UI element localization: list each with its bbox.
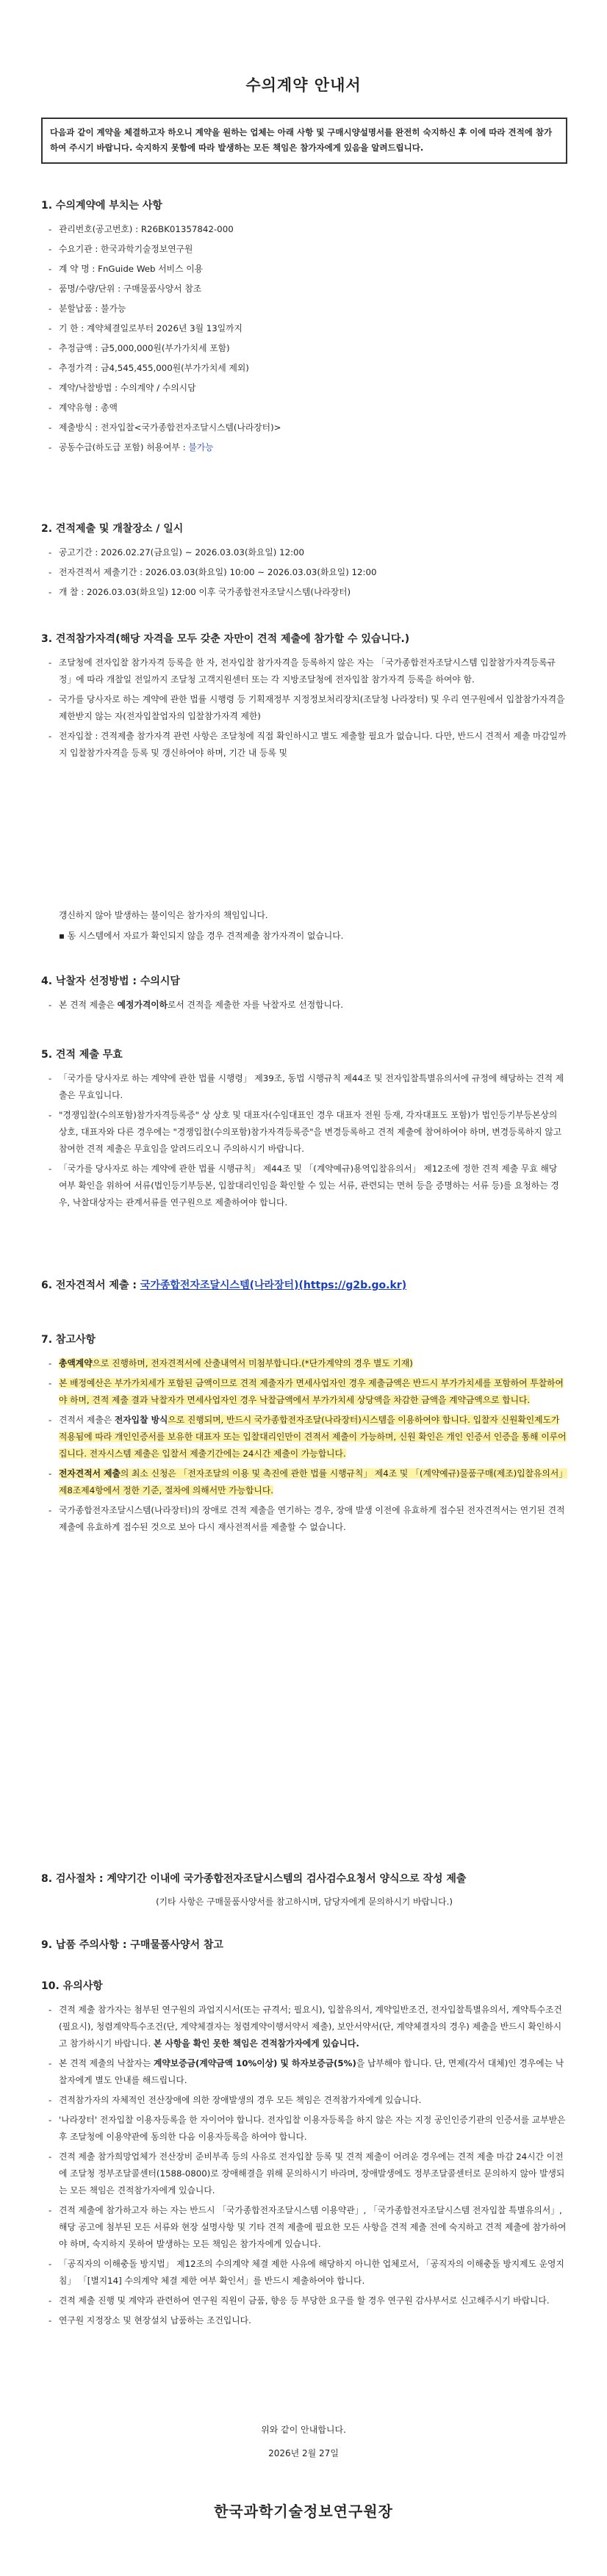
section-6-heading (41, 1277, 567, 1295)
section-3-note: ▪ 동 시스템에서 자료가 확인되지 않을 경우 견적제출 참가자격이 없습니다. (59, 931, 344, 941)
text-span: 6. 전자견적서 제출 : (41, 1280, 140, 1291)
list-item: - 수요기관 : 한국과학기술정보연구원 (49, 241, 567, 258)
text-span: 본 배정예산은 부가가치세가 포함된 금액이므로 견적 제출자가 면세사업자인 경우 제출금액은 반드시 부가가치세를 포함하여 투찰하여야 하며, 견적 제출 결과 낙찰자가 면세사업자인 경우 낙찰금액에서 부가가치세 상당액을 차감한 금액을 계약금액으로 합니다. (59, 1377, 564, 1405)
list-item: - 관리번호(공고번호) : R26BK01357842-000 (49, 221, 567, 238)
list-item: - 전자입찰 : 견적제출 참가자격 관련 사항은 조달청에 직접 확인하시고 별도 제출할 필요가 없습니다. 다만, 반드시 견적서 제출 마감일까지 입찰참가자격을 등록 및 갱신하여야 하며, 기간 내 등록 및 (49, 728, 567, 762)
text-span: 총액계약 (59, 1357, 93, 1368)
text-span: 본 견적 제출의 낙찰자는 (59, 2057, 154, 2068)
section-10-heading: 10. 유의사항 (41, 1980, 103, 1992)
list-item: - 국가를 당사자로 하는 계약에 관한 법률 시행령 등 기획재정부 지정정보처리장치(조달청 나라장터) 및 우리 연구원에서 입찰참가자격을 제한받지 않는 자(전자입찰업자의 입찰참가자격 제한) (49, 691, 567, 725)
list-item: - 견적 제출 진행 및 계약과 관련하여 연구원 직원이 금품, 향응 등 부당한 요구를 할 경우 연구원 감사부서로 신고해주시기 바랍니다. (49, 2292, 567, 2309)
notice-box: 다음과 같이 계약을 체결하고자 하오니 계약을 원하는 업체는 아래 사항 및 구매시양설명서를 완전히 숙지하신 후 이에 따라 견적에 참가하여 주시기 바랍니다. 숙지하지 못함에 따라 발생하는 모든 책임은 참가자에게 있음을 알려드립니다. (41, 118, 567, 164)
text-span: 전자입찰 방식 (114, 1414, 168, 1425)
section-7 (41, 1331, 567, 1539)
list-item: - 추정금액 : 금5,000,000원(부가가치세 포함) (49, 340, 567, 357)
list-item: - 견적 제출에 참가하고자 하는 자는 반드시 「국가종합전자조달시스템 이용약관」, 「국가종합전자조달시스템 전자입찰 특별유의서」, 해당 공고에 첨부된 모든 서류와 현장 설명사항 및 기타 견적 제출에 필요한 모든 사항을 견적 제출 전에 숙지하고 견적 제출에 참가하여야 하며, 숙지하지 못하여 발생하는 모든 책임은 참가자에게 있습니다. (49, 2202, 567, 2253)
section-10 (41, 1977, 567, 2332)
text-span: 견적 제출 참가자는 첨부된 연구원의 과업지시서(또는 규격서; 필요시), 입찰유의서, 계약일반조건, 전자입찰특별유의서, 계약특수조건(필요시), 청렴계약특수조건(단, 계약체결자는 청렴계약이행서약서 제출), 보안서약서(단, 계약체결자의 경우) 제출을 반드시 확인하시고 참가하시기 바랍니다. (59, 2004, 562, 2049)
list-item: - "경쟁입찰(수의포함)참가자격등록증" 상 상호 및 대표자(수임대표인 경우 대표자 전원 등재, 각자대표도 포함)가 법인등기부등본상의 상호, 대표자와 다른 경우에는 "경쟁입찰(수의포함)참가자격등록증"을 변경등록하고 견적 제출에 참여하여야 하며, 변경등록하지 않고 참여한 견적 제출은 무효임을 알려드리오니 주의하시기 바랍니다. (49, 1107, 567, 1158)
list-item: - 견적 제출 참가희망업체가 전산장비 준비부족 등의 사유로 전자입찰 등록 및 견적 제출이 어려운 경우에는 견적 제출 마감 24시간 이전에 조달청 정부조달콜센터(1588-0800)로 장애해결을 위해 문의하시기 바라며, 장애발생에도 정부조달콜센터로 문의하지 않아 발생되는 모든 책임은 견적참가자에게 있습니다. (49, 2149, 567, 2199)
list-item: - 견적참가자의 자체적인 전산장애에 의한 장애발생의 경우 모든 책임은 견적참가자에게 있습니다. (49, 2092, 567, 2109)
list-item: - 「국가를 당사자로 하는 계약에 관한 법률 시행령」 제39조, 동법 시행규칙 제44조 및 전자입찰특별유의서에 규정에 해당하는 견적 제출은 무효입니다. (49, 1070, 567, 1104)
section-5 (41, 1046, 567, 1214)
g2b-link[interactable]: 국가종합전자조달시스템(나라장터)(https://g2b.go.kr) (140, 1280, 407, 1291)
text-span: 계약보증금(계약금액 10%이상) 및 하자보증금(5%) (153, 2057, 356, 2068)
section-8-heading: 8. 검사절차 : 계약기간 이내에 국가종합전자조달시스템의 검사검수요청서 양식으로 작성 제출 (41, 1873, 467, 1885)
section-10-list (41, 2002, 567, 2329)
section-1-list (41, 221, 567, 456)
section-7-list (41, 1355, 567, 1536)
section-4-heading: 4. 낙찰자 선정방법 : 수의시담 (41, 975, 180, 987)
text-span: 본 사항을 확인 못한 책임은 견적참가자에게 있습니다. (153, 2038, 359, 2049)
section-6 (41, 1277, 567, 1301)
section-5-heading: 5. 견적 제출 무효 (41, 1049, 123, 1061)
text-span: 의 최소 신청은 「전자조달의 이용 및 촉진에 관한 법률 시행규칙」 제4조 및 「(계약예규)물품구매(제조)입찰유의서」 제8조제4항에서 정한 기준, 절차에 의해서만 가능합니다. (59, 1468, 568, 1496)
list-item: - 계 약 명 : FnGuide Web 서비스 이용 (49, 261, 567, 278)
list-item: - 품명/수량/단위 : 구매물품사양서 참조 (49, 281, 567, 297)
text-span: 으로 진행되며, 반드시 국가종합전자조달(나라장터)시스템을 이용하여야 합니다. 입찰자 신원확인제도가 적용됨에 따라 개인인증서를 보유한 대표자 또는 입찰대리인만이 견적서 제출이 가능하며, 신원 확인은 개인 인증서 인증을 통해 이루어집니다. 전자시스템 제출은 입찰서 제출기간에는 24시간 제출이 가능합니다. (59, 1414, 567, 1459)
section-3-heading: 3. 견적참가자격(해당 자격을 모두 갖춘 자만이 견적 제출에 참가할 수 있습니다.) (41, 633, 410, 645)
section-3 (41, 630, 567, 765)
list-item (49, 1412, 567, 1462)
list-item: - 「국가를 당사자로 하는 계약에 관한 법률 시행규칙」 제44조 및 「(계약예규)용역입찰유의서」 제12조에 정한 견적 제출 무효 해당 여부 확인을 위하여 서류(법인등기부등본, 입찰대리인임을 확인할 수 있는 서류, 관련되는 면허 등을 증명하는 서류 등)를 요청하는 경우, 낙찰대상자는 관계서류를 연구원으로 제출하여야 합니다. (49, 1161, 567, 1211)
list-item: - 계약/낙찰방법 : 수의계약 / 수의시담 (49, 380, 567, 397)
list-item: - '나라장터' 전자입찰 이용자등록을 한 자이어야 합니다. 전자입찰 이용자등록을 하지 않은 자는 지정 공인인증기관의 인증서를 교부받은 후 조달청에 이용약관에 동의한 다음 이용자등록을 하여야 합니다. (49, 2112, 567, 2146)
list-item: - 기 한 : 계약체결일로부터 2026년 3월 13일까지 (49, 320, 567, 337)
joint-bid-value: 불가능 (188, 441, 214, 452)
section-2-list (41, 544, 567, 601)
list-item (49, 997, 567, 1014)
text-span: 로서 견적을 제출한 자를 낙찰자로 선정합니다. (168, 999, 344, 1010)
list-item: - 조달청에 전자입찰 참가자격 등록을 한 자, 전자입찰 참가자격을 등록하지 않은 자는 「국가종합전자조달시스템 입찰참가자격등록규정」에 따라 개찰일 전일까지 조달청 고객지원센터 또는 각 지방조달청에 전자입찰 참가자격 등록을 하여야 함. (49, 654, 567, 688)
section-3-list (41, 654, 567, 762)
text-span: 예정가격이하 (117, 999, 168, 1010)
section-4 (41, 973, 567, 1017)
section-1-heading: 1. 수의계약에 부치는 사항 (41, 200, 162, 212)
section-1 (41, 197, 567, 459)
list-item (49, 439, 567, 456)
section-2-heading: 2. 견적제출 및 개찰장소 / 일시 (41, 523, 184, 535)
section-3-tail: 갱신하지 않아 발생하는 불이익은 참가자의 책임입니다. (59, 910, 268, 920)
list-item: - 개 찰 : 2026.03.03(화요일) 12:00 이후 국가종합전자조달시스템(나라장터) (49, 584, 567, 601)
list-item: - 공고기간 : 2026.02.27(금요일) ~ 2026.03.03(화요일) 12:00 (49, 544, 567, 561)
text-span: 견적서 제출은 (59, 1414, 115, 1425)
list-item: - 국가종합전자조달시스템(나라장터)의 장애로 견적 제출을 연기하는 경우, 장애 발생 이전에 유효하게 접수된 전자견적서는 연기된 견적 제출에 유효하게 접수된 것으로 보아 다시 재사전적서를 제출할 수 없습니다. (49, 1502, 567, 1536)
text-span: 으로 진행하며, 전자견적서에 산출내역서 미첨부합니다.(*단가계약의 경우 별도 기재) (92, 1357, 413, 1368)
list-item (49, 1465, 567, 1499)
list-item (49, 2002, 567, 2052)
joint-bid-label: 공동수급(하도급 포함) 허용여부 : (59, 441, 189, 452)
list-item (49, 1375, 567, 1409)
section-7-heading: 7. 참고사항 (41, 1334, 96, 1346)
page-title: 수의계약 안내서 (245, 76, 362, 94)
text-span: 전자견적서 제출 (59, 1468, 121, 1479)
closing-statement: 위와 같이 안내합니다. (261, 2425, 346, 2435)
section-9 (41, 1936, 567, 1960)
list-item (49, 1355, 567, 1372)
list-item (49, 2055, 567, 2089)
section-8 (41, 1870, 567, 1909)
list-item: - 연구원 지정장소 및 현장설치 납품하는 조건입니다. (49, 2312, 567, 2329)
list-item: - 제출방식 : 전자입찰<국가종합전자조달시스템(나라장터)> (49, 419, 567, 436)
section-2 (41, 520, 567, 604)
text-span: 을 납부해야 합니다. 단, 면제(각서 대체)인 경우에는 낙찰자에게 별도 안내를 해드립니다. (59, 2057, 564, 2085)
section-8-note: (기타 사항은 구매물품사양서를 참고하시며, 담당자에게 문의하시기 바랍니다.) (156, 1896, 453, 1907)
list-item: - 분할납품 : 불가능 (49, 300, 567, 317)
list-item: - 전자견적서 제출기간 : 2026.03.03(화요일) 10:00 ~ 2026.03.03(화요일) 12:00 (49, 564, 567, 581)
signing-organization: 한국과학기술정보연구원장 (214, 2503, 393, 2520)
section-9-heading: 9. 납품 주의사항 : 구매물품사양서 참고 (41, 1939, 223, 1951)
text-span: 본 견적 제출은 (59, 999, 118, 1010)
list-item: - 추정가격 : 금4,545,455,000원(부가가치세 제외) (49, 360, 567, 377)
list-item: - 계약유형 : 총액 (49, 400, 567, 416)
list-item: - 「공직자의 이해충돌 방지법」 제12조의 수의계약 체결 제한 사유에 해당하지 아니한 업체로서, 「공직자의 이해충돌 방지제도 운영지침」 「[별지14] 수의계약 체결 제한 여부 확인서」를 반드시 제출하여야 합니다. (49, 2256, 567, 2290)
section-5-list (41, 1070, 567, 1211)
closing-date: 2026년 2월 27일 (268, 2448, 339, 2458)
section-4-list (41, 997, 567, 1014)
